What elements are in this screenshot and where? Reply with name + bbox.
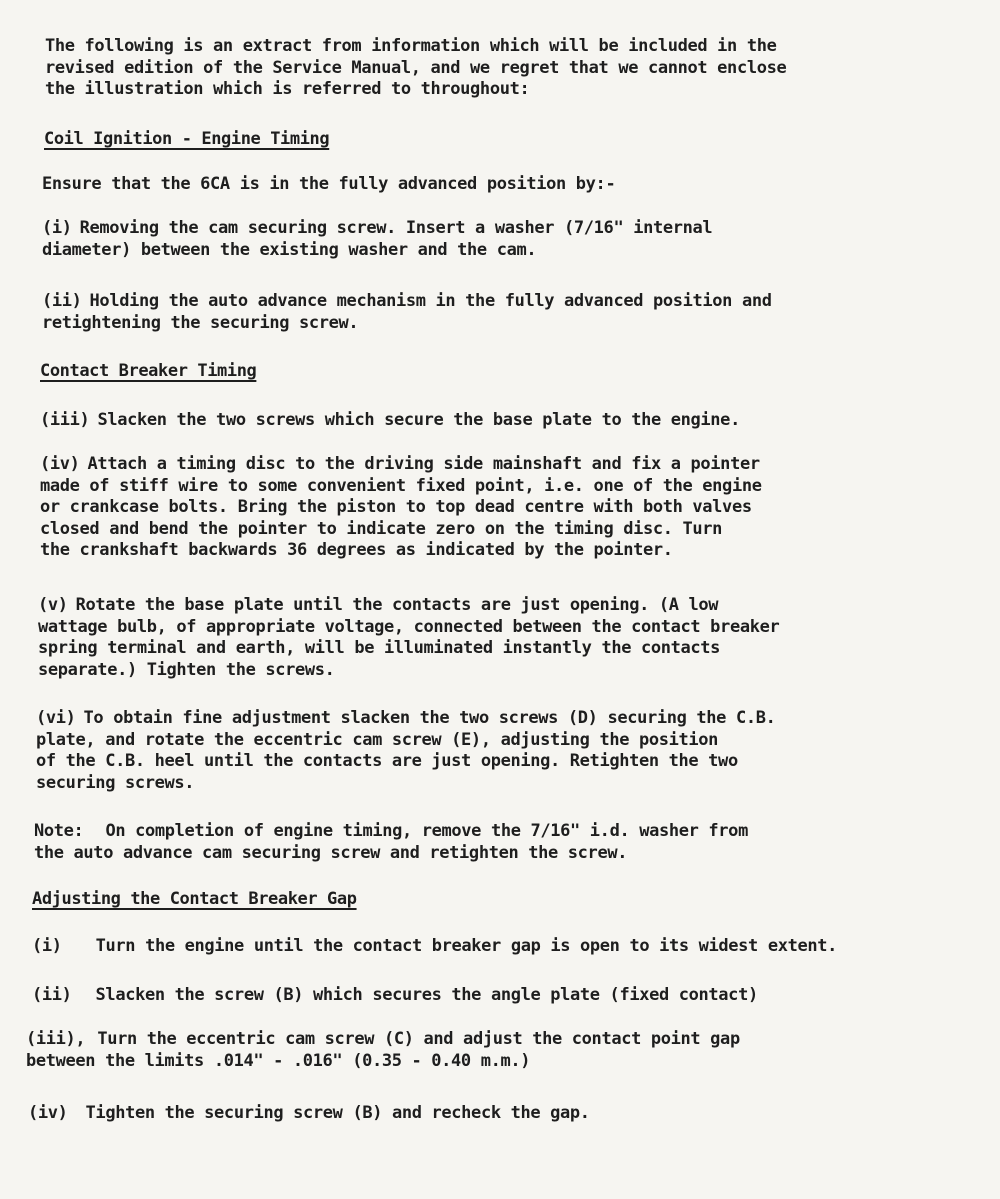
heading-coil-ignition: Coil Ignition - Engine Timing (44, 129, 330, 149)
contact-step-5 (38, 595, 779, 681)
step-text: Slacken the screw (B) which secures the angle plate (fixed contact) (95, 985, 758, 1005)
step-text: separate.) Tighten the screws. (38, 659, 335, 680)
step-number: (iii) (40, 410, 90, 430)
step-text: spring terminal and earth, will be illuminated instantly the contacts (38, 638, 721, 658)
step-text: Tighten the securing screw (B) and recheck the gap. (85, 1103, 590, 1123)
step-text: To obtain fine adjustment slacken the two screws (D) securing the C.B. (83, 708, 776, 728)
step-number: (ii) (32, 985, 72, 1005)
step-text: securing screws. (36, 772, 195, 793)
step-text: of the C.B. heel until the contacts are just opening. Retighten the two (36, 751, 738, 771)
step-text: Turn the engine until the contact breaker gap is open to its widest extent. (95, 936, 838, 956)
step-text: Attach a timing disc to the driving side mainshaft and fix a pointer (87, 454, 760, 474)
step-text: or crankcase bolts. Bring the piston to top dead centre with both valves (40, 497, 752, 517)
note-paragraph (34, 821, 748, 864)
note-text: On completion of engine timing, remove the 7/16" i.d. washer from (105, 821, 748, 841)
step-text: plate, and rotate the eccentric cam screw (E), adjusting the position (36, 729, 719, 750)
ensure-line: Ensure that the 6CA is in the fully advanced position by:- (42, 174, 616, 194)
step-text: Removing the cam securing screw. Insert a washer (7/16" internal (79, 218, 713, 238)
step-number: (i) (32, 936, 62, 956)
step-number: (v) (38, 595, 68, 615)
step-text: Holding the auto advance mechanism in the fully advanced position and (89, 291, 772, 311)
step-text: Turn the eccentric cam screw (C) and adjust the contact point gap (97, 1029, 740, 1049)
step-text: between the limits .014" - .016" (0.35 - 0.40 m.m.) (26, 1050, 531, 1071)
step-text: Rotate the base plate until the contacts are just opening. (A low (75, 595, 719, 615)
contact-step-4 (40, 454, 762, 562)
gap-step-2 (32, 985, 758, 1007)
step-text: Slacken the two screws which secure the base plate to the engine. (97, 410, 740, 430)
step-number: (iv) (40, 454, 80, 474)
step-number: (iii), (26, 1029, 86, 1049)
gap-step-3 (26, 1029, 740, 1072)
intro-line: the illustration which is referred to throughout: (45, 79, 530, 99)
intro-line: revised edition of the Service Manual, and we regret that we cannot enclose (45, 57, 787, 78)
gap-step-1 (32, 936, 837, 958)
step-text: the crankshaft backwards 36 degrees as indicated by the pointer. (40, 540, 673, 560)
contact-step-6 (36, 708, 776, 794)
note-text: the auto advance cam securing screw and retighten the screw. (34, 842, 628, 863)
note-label: Note: (34, 821, 84, 841)
step-text: closed and bend the pointer to indicate zero on the timing disc. Turn (40, 518, 723, 539)
step-text: retightening the securing screw. (42, 312, 359, 333)
step-number: (ii) (42, 291, 82, 311)
intro-line: The following is an extract from information which will be included in the (45, 36, 777, 56)
step-number: (iv) (28, 1103, 68, 1123)
step-number: (i) (42, 218, 72, 238)
step-text: made of stiff wire to some convenient fixed point, i.e. one of the engine (40, 475, 762, 496)
gap-step-4 (28, 1103, 590, 1125)
heading-adjusting-gap: Adjusting the Contact Breaker Gap (32, 889, 357, 909)
step-text: diameter) between the existing washer and the cam. (42, 239, 537, 260)
heading-contact-breaker-timing: Contact Breaker Timing (40, 361, 257, 381)
intro-paragraph (45, 36, 786, 101)
step-text: wattage bulb, of appropriate voltage, connected between the contact breaker (38, 616, 780, 637)
contact-step-3 (40, 410, 740, 432)
coil-step-2 (42, 291, 772, 334)
coil-step-1 (42, 218, 712, 261)
step-number: (vi) (36, 708, 76, 728)
